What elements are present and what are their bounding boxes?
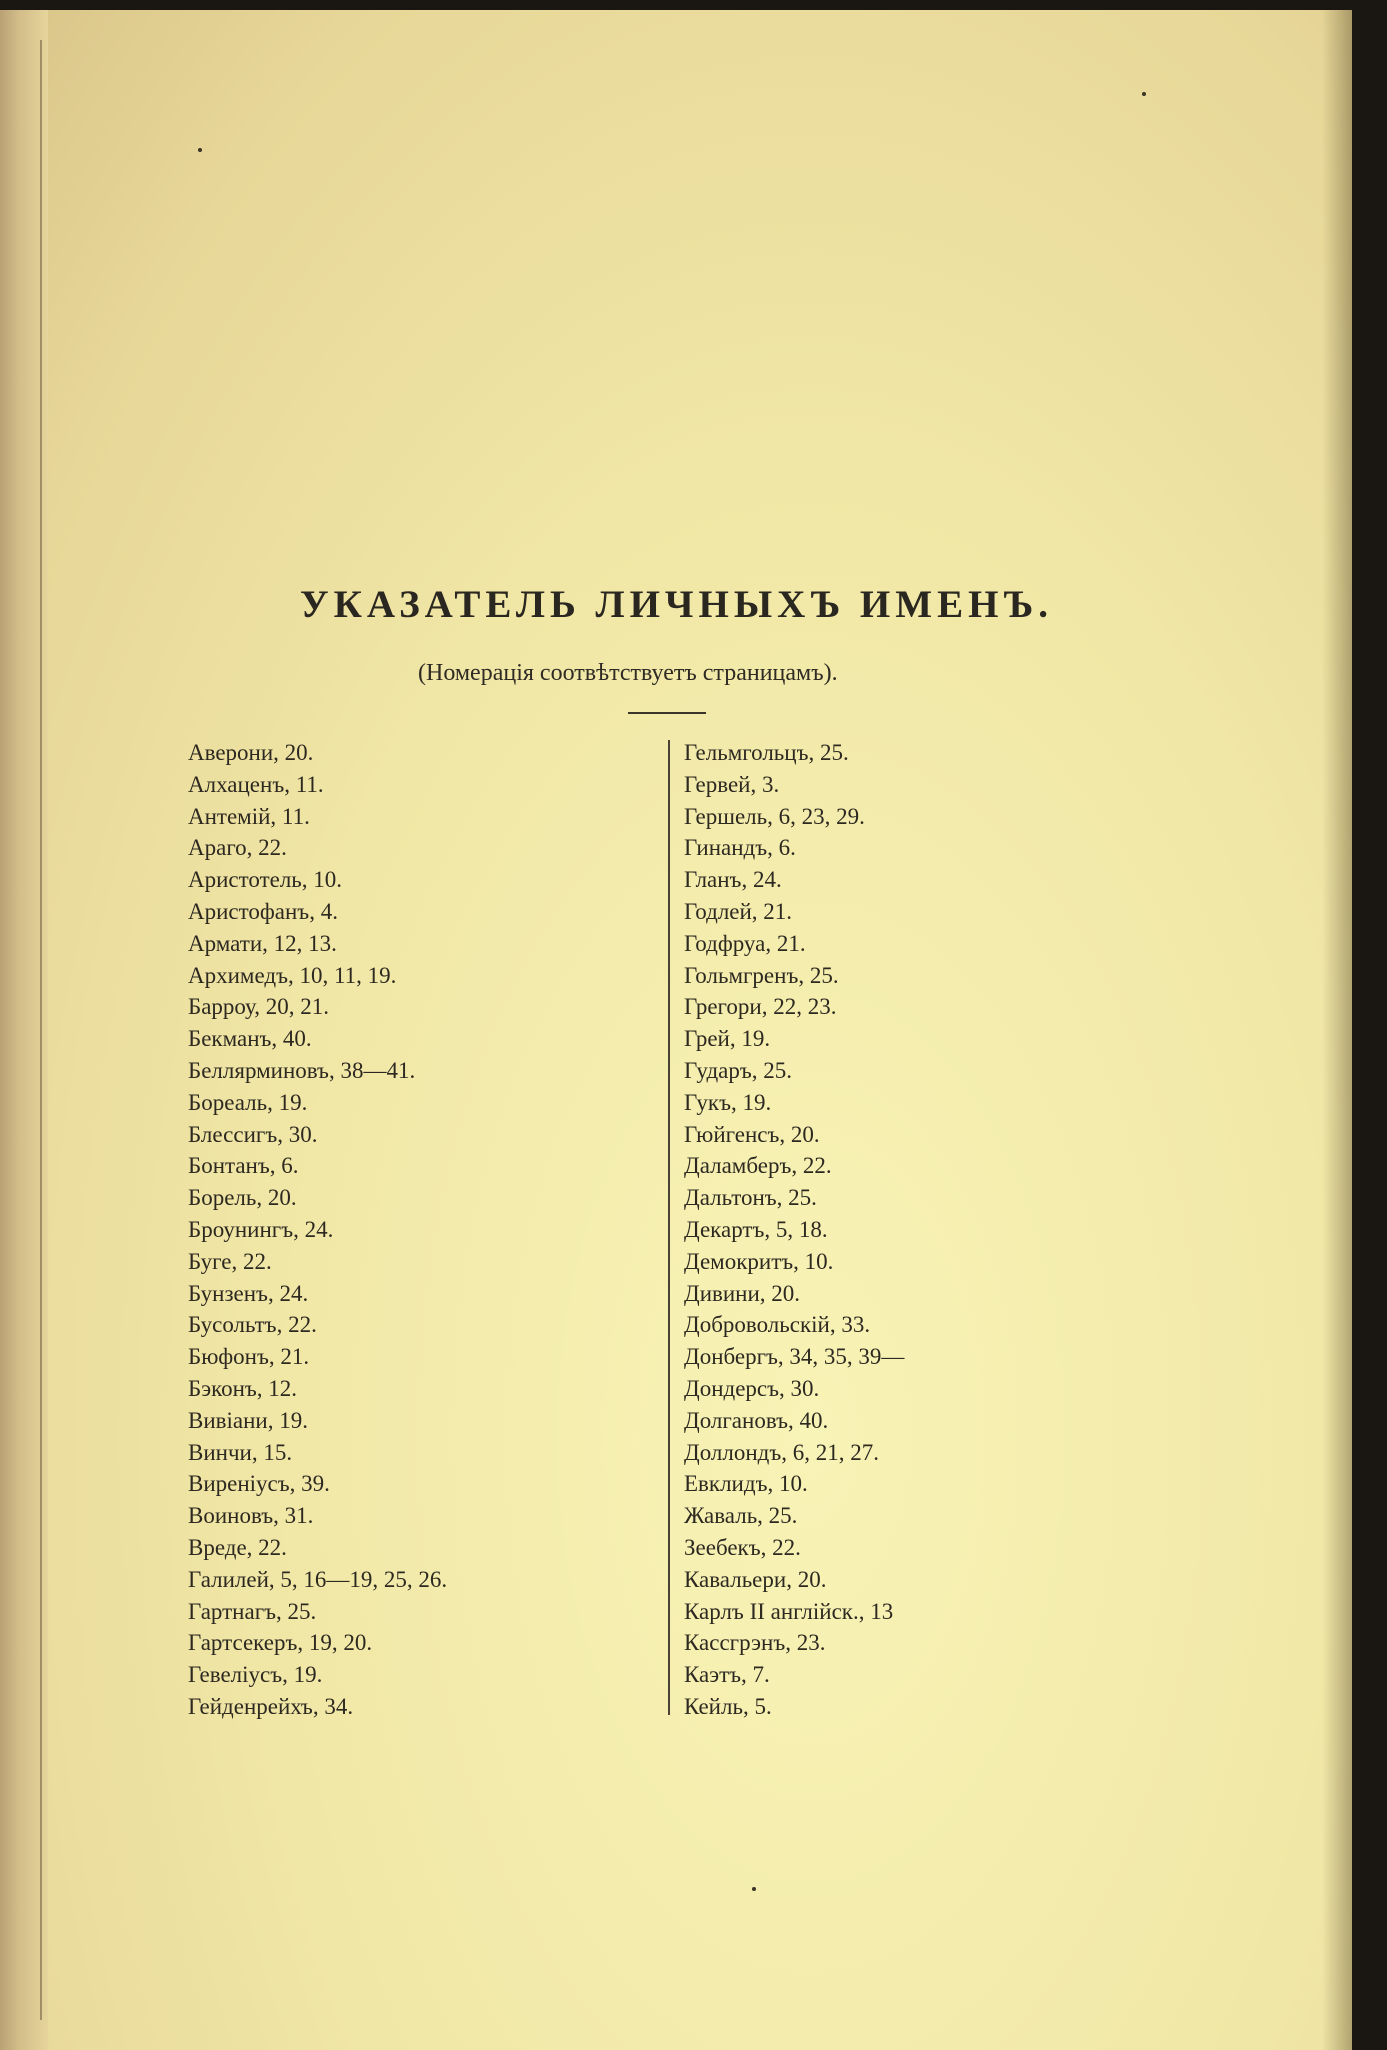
index-entry: Карлъ II англійск., 13 [684, 1598, 894, 1624]
index-entry: Бонтанъ, 6. [188, 1153, 299, 1179]
index-entry: Бусольтъ, 22. [188, 1312, 317, 1338]
index-entry: Гукъ, 19. [684, 1089, 772, 1115]
index-entry: Блессигъ, 30. [188, 1121, 318, 1147]
index-entry: Кассгрэнъ, 23. [684, 1630, 826, 1656]
index-entry: Аристофанъ, 4. [188, 898, 338, 924]
title-rule [628, 712, 706, 714]
index-entry: Гольмгренъ, 25. [684, 962, 839, 988]
index-entry: Бунзенъ, 24. [188, 1280, 309, 1306]
index-entry: Годфруа, 21. [684, 930, 806, 956]
index-entry: Декартъ, 5, 18. [684, 1216, 828, 1242]
index-entry: Гланъ, 24. [684, 867, 782, 893]
column-divider [668, 740, 670, 1715]
page-title: УКАЗАТЕЛЬ ЛИЧНЫХЪ ИМЕНЪ. [300, 583, 1054, 626]
index-entry: Бюфонъ, 21. [188, 1344, 310, 1370]
book-page [0, 10, 1352, 2050]
index-entry: Араго, 22. [188, 835, 287, 861]
index-entry: Кавальери, 20. [684, 1566, 827, 1592]
index-entry: Даламберъ, 22. [684, 1153, 832, 1179]
page-gutter-line [40, 40, 42, 2020]
index-entry: Бекманъ, 40. [188, 1026, 312, 1052]
page-edge-shadow [1322, 10, 1352, 2050]
index-entry: Виреніусъ, 39. [188, 1471, 330, 1497]
paper-speck [752, 1887, 756, 1891]
index-entry: Аверони, 20. [188, 740, 314, 765]
index-entry: Гударъ, 25. [684, 1057, 793, 1083]
index-entry: Добровольскій, 33. [684, 1312, 871, 1338]
index-entry: Донбергъ, 34, 35, 39— [684, 1344, 905, 1370]
index-entry: Буге, 22. [188, 1248, 272, 1274]
paper-speck [198, 148, 202, 152]
index-entry: Барроу, 20, 21. [188, 994, 329, 1020]
index-entry: Гельмгольцъ, 25. [684, 740, 849, 765]
index-entry: Гершель, 6, 23, 29. [684, 803, 865, 829]
index-entry: Беллярминовъ, 38—41. [188, 1057, 416, 1083]
index-entry: Грегори, 22, 23. [684, 994, 837, 1020]
index-entry: Зеебекъ, 22. [684, 1534, 801, 1560]
index-entry: Воиновъ, 31. [188, 1503, 314, 1529]
index-entry: Долгановъ, 40. [684, 1407, 829, 1433]
index-entry: Дондерсъ, 30. [684, 1375, 820, 1401]
index-entry: Бореаль, 19. [188, 1089, 308, 1115]
index-column-left [188, 737, 447, 1723]
index-entry: Гинандъ, 6. [684, 835, 796, 861]
index-column-right [684, 737, 904, 1723]
paper-speck [1142, 92, 1146, 96]
index-entry: Винчи, 15. [188, 1439, 293, 1465]
index-entry: Аристотель, 10. [188, 867, 343, 893]
index-entry: Гевеліусъ, 19. [188, 1662, 323, 1688]
index-entry: Гюйгенсъ, 20. [684, 1121, 820, 1147]
index-entry: Борель, 20. [188, 1185, 297, 1211]
index-entry: Гартнагъ, 25. [188, 1598, 317, 1624]
index-entry: Армати, 12, 13. [188, 930, 337, 956]
index-entry: Дальтонъ, 25. [684, 1185, 817, 1211]
index-entry: Бэконъ, 12. [188, 1375, 298, 1401]
index-entry: Кейль, 5. [684, 1693, 772, 1719]
page-subtitle: (Номерація соотвѣтствуетъ страницамъ). [418, 660, 838, 686]
index-entry: Архимедъ, 10, 11, 19. [188, 962, 397, 988]
index-entry: Годлей, 21. [684, 898, 793, 924]
index-entry: Вреде, 22. [188, 1534, 287, 1560]
index-entry: Броунингъ, 24. [188, 1216, 334, 1242]
index-entry: Гейденрейхъ, 34. [188, 1693, 354, 1719]
index-entry: Евклидъ, 10. [684, 1471, 808, 1497]
index-entry: Галилей, 5, 16—19, 25, 26. [188, 1566, 448, 1592]
index-entry: Гервей, 3. [684, 771, 780, 797]
index-entry: Гартсекеръ, 19, 20. [188, 1630, 373, 1656]
index-entry: Доллондъ, 6, 21, 27. [684, 1439, 879, 1465]
index-entry: Антемій, 11. [188, 803, 310, 829]
index-entry: Грей, 19. [684, 1026, 771, 1052]
index-entry: Демокритъ, 10. [684, 1248, 834, 1274]
index-entry: Алхаценъ, 11. [188, 771, 324, 797]
index-entry: Жаваль, 25. [684, 1503, 798, 1529]
index-entry: Дивини, 20. [684, 1280, 801, 1306]
index-entry: Каэтъ, 7. [684, 1662, 770, 1688]
index-entry: Вивіани, 19. [188, 1407, 308, 1433]
